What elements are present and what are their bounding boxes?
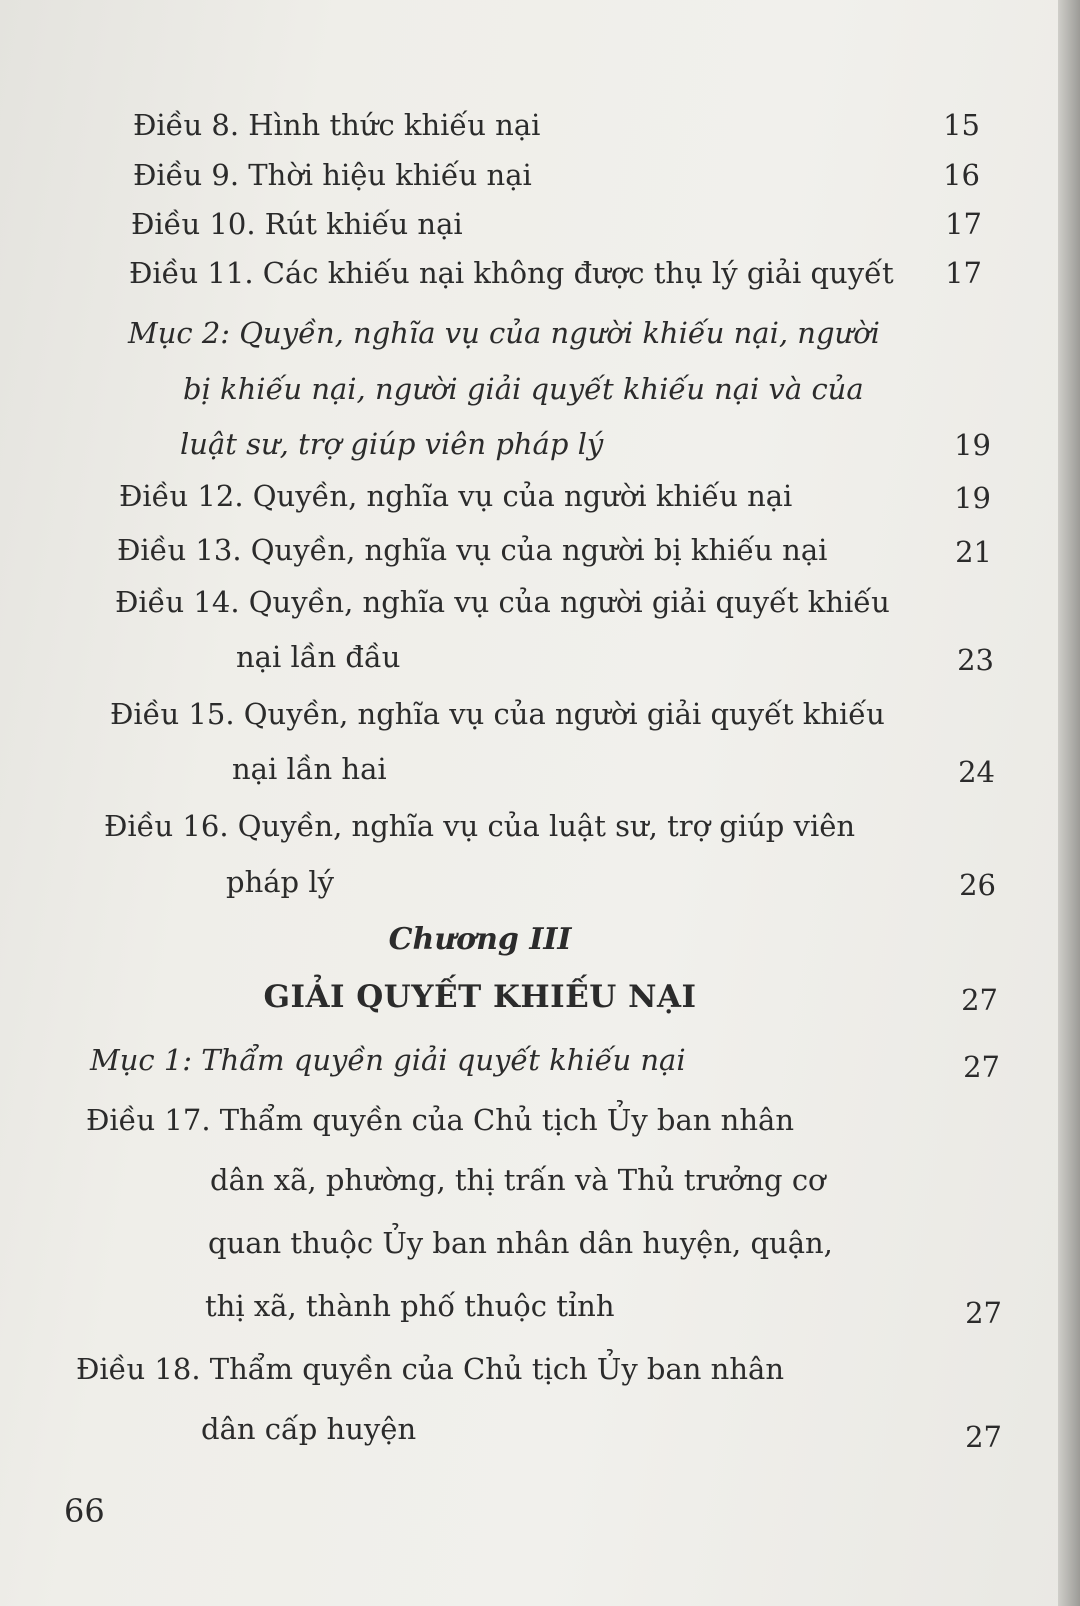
toc-entry-title-continued: thị xã, thành phố thuộc tỉnh	[205, 1289, 615, 1323]
toc-entry-title-continued: dân cấp huyện	[201, 1412, 417, 1446]
toc-entry-title-continued: nại lần đầu	[236, 640, 401, 674]
toc-entry-title: Mục 1: Thẩm quyền giải quyết khiếu nại	[90, 1043, 686, 1077]
toc-entry-page: 17	[945, 256, 982, 290]
toc-entry-title: Điều 9. Thời hiệu khiếu nại	[133, 158, 532, 192]
toc-entry-page: 27	[965, 1420, 1002, 1454]
toc-entry-title: Điều 14. Quyền, nghĩa vụ của người giải quyết khiếu	[115, 585, 890, 619]
toc-entry-page: 17	[945, 207, 982, 241]
chapter-title: GIẢI QUYẾT KHIẾU NẠI	[263, 979, 697, 1015]
toc-entry-page: 23	[957, 643, 994, 677]
toc-entry-title: Điều 12. Quyền, nghĩa vụ của người khiếu nại	[119, 479, 793, 513]
chapter-page: 27	[961, 983, 998, 1017]
chapter-label: Chương III	[388, 922, 572, 957]
toc-entry-title: Điều 15. Quyền, nghĩa vụ của người giải quyết khiếu	[110, 697, 885, 731]
toc-entry-title: Điều 8. Hình thức khiếu nại	[133, 108, 541, 142]
toc-entry-title: Điều 18. Thẩm quyền của Chủ tịch Ủy ban nhân	[76, 1352, 784, 1386]
toc-entry-title-continued: quan thuộc Ủy ban nhân dân huyện, quận,	[208, 1226, 833, 1260]
toc-entry-title-continued: nại lần hai	[232, 752, 387, 786]
toc-entry-title: Điều 11. Các khiếu nại không được thụ lý giải quyết	[129, 256, 894, 290]
toc-entry-title: Mục 2: Quyền, nghĩa vụ của người khiếu nại, người	[128, 316, 880, 350]
toc-entry-page: 19	[954, 428, 991, 462]
toc-entry-title: Điều 10. Rút khiếu nại	[131, 207, 463, 241]
toc-entry-page: 16	[943, 158, 980, 192]
toc-entry-title: Điều 13. Quyền, nghĩa vụ của người bị khiếu nại	[117, 533, 828, 567]
toc-entry-page: 15	[943, 108, 980, 142]
toc-entry-title: Điều 17. Thẩm quyền của Chủ tịch Ủy ban nhân	[86, 1103, 794, 1137]
toc-entry-page: 24	[958, 755, 995, 789]
toc-entry-page: 21	[955, 535, 992, 569]
toc-entry-page: 27	[963, 1050, 1000, 1084]
toc-entry-title-continued: pháp lý	[226, 865, 334, 899]
toc-entry-title-continued: luật sư, trợ giúp viên pháp lý	[180, 427, 604, 461]
toc-entry-title-continued: bị khiếu nại, người giải quyết khiếu nại và của	[183, 372, 864, 406]
toc-entry-page: 19	[954, 481, 991, 515]
toc-entry-page: 27	[965, 1296, 1002, 1330]
toc-entry-title: Điều 16. Quyền, nghĩa vụ của luật sư, trợ giúp viên	[104, 809, 856, 843]
toc-entry-title-continued: dân xã, phường, thị trấn và Thủ trưởng cơ	[210, 1163, 826, 1197]
page-number: 66	[64, 1492, 105, 1530]
toc-entry-page: 26	[959, 868, 996, 902]
